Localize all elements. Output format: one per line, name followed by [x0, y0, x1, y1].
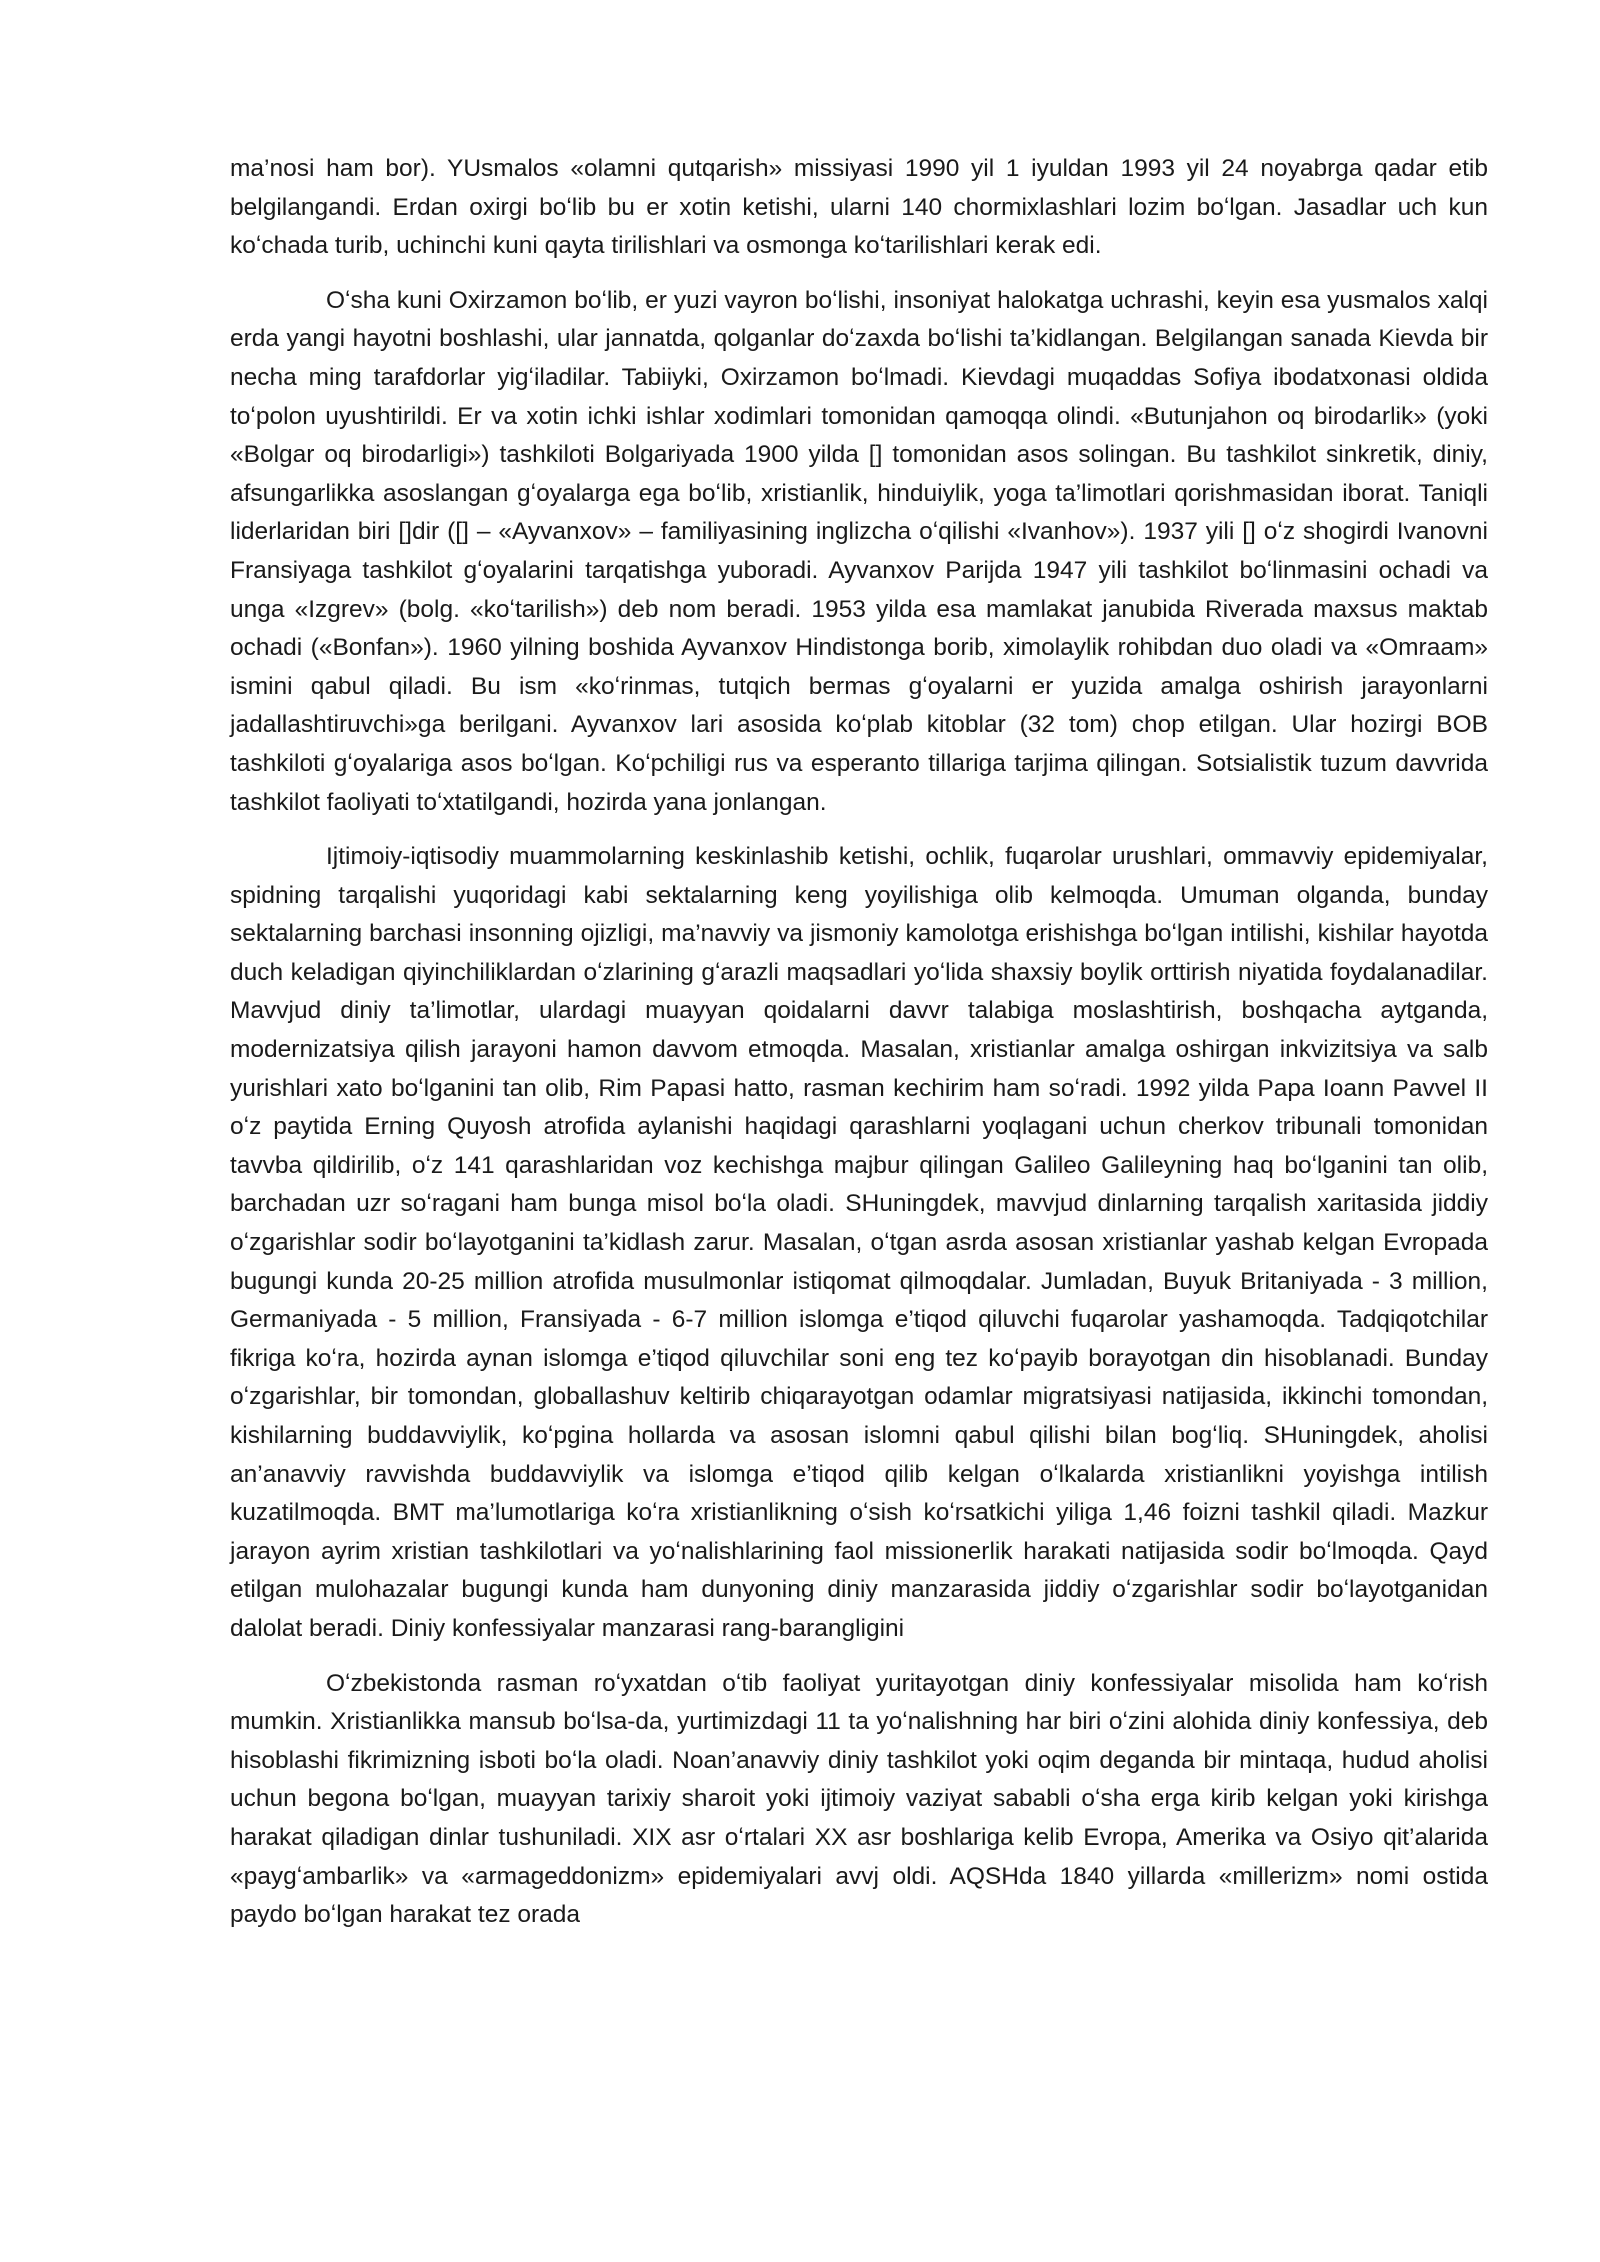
document-page	[230, 150, 1488, 1951]
paragraph-4: Oʻzbekistonda rasman roʻyxatdan oʻtib faoliyat yuritayotgan diniy konfessiyalar misolida ham koʻrish mumkin. Xristianlikka mansub boʻlsa-da, yurtimizdagi 11 ta yoʻnalishning har biri oʻzini alohida diniy konfessiya, deb hisoblashi fikrimizning isboti boʻla oladi. Noan’anavviy diniy tashkilot yoki oqim deganda bir mintaqa, hudud aholisi uchun begona boʻlgan, muayyan tarixiy sharoit yoki ijtimoiy vaziyat sababli oʻsha erga kirib kelgan yoki kirishga harakat qiladigan dinlar tushuniladi. XIX asr oʻrtalari XX asr boshlariga kelib Evropa, Amerika va Osiyo qit’alarida «paygʻambarlik» va «armageddonizm» epidemiyalari avvj oldi. AQSHda 1840 yillarda «millerizm» nomi ostida paydo boʻlgan harakat tez orada	[230, 1669, 1488, 1929]
paragraph-3: Ijtimoiy-iqtisodiy muammolarning keskinlashib ketishi, ochlik, fuqarolar urushlari, ommavviy epidemiyalar, spidning tarqalishi yuqoridagi kabi sektalarning keng yoyilishiga olib kelmoqda. Umuman olganda, bunday sektalarning barchasi insonning ojizligi, ma’navviy va jismoniy kamolotga erishishga boʻlgan intilishi, kishilar hayotda duch keladigan qiyinchiliklardan oʻzlarining gʻarazli maqsadlari yoʻlida shaxsiy boylik orttirish niyatida foydalanadilar. Mavvjud diniy ta’limotlar, ulardagi muayyan qoidalarni davvr talabiga moslashtirish, boshqacha aytganda, modernizatsiya qilish jarayoni hamon davvom etmoqda. Masalan, xristianlar amalga oshirgan inkvizitsiya va salb yurishlari xato boʻlganini tan olib, Rim Papasi hatto, rasman kechirim ham soʻradi. 1992 yilda Papa Ioann Pavvel II oʻz paytida Erning Quyosh atrofida aylanishi haqidagi qarashlarni yoqlagani uchun cherkov tribunali tomonidan tavvba qildirilib, oʻz 141 qarashlaridan voz kechishga majbur qilingan Galileo Galileyning haq boʻlganini tan olib, barchadan uzr soʻragani ham bunga misol boʻla oladi. SHuningdek, mavvjud dinlarning tarqalish xaritasida jiddiy oʻzgarishlar sodir boʻlayotganini ta’kidlash zarur. Masalan, oʻtgan asrda asosan xristianlar yashab kelgan Evropada bugungi kunda 20-25 million atrofida musulmonlar istiqomat qilmoqdalar. Jumladan, Buyuk Britaniyada - 3 million, Germaniyada - 5 million, Fransiyada - 6-7 million islomga e’tiqod qiluvchi fuqarolar yashamoqda. Tadqiqotchilar fikriga koʻra, hozirda aynan islomga e’tiqod qiluvchilar soni eng tez koʻpayib borayotgan din hisoblanadi. Bunday oʻzgarishlar, bir tomondan, globallashuv keltirib chiqarayotgan odamlar migratsiyasi natijasida, ikkinchi tomondan, kishilarning buddavviylik, koʻpgina hollarda va asosan islomni qabul qilishi bilan bogʻliq. SHuningdek, aholisi an’anavviy ravvishda buddavviylik va islomga e’tiqod qilib kelgan oʻlkalarda xristianlikni yoyishga intilish kuzatilmoqda. BMT ma’lumotlariga koʻra xristianlikning oʻsish koʻrsatkichi yiliga 1,46 foizni tashkil qiladi. Mazkur jarayon ayrim xristian tashkilotlari va yoʻnalishlarining faol missionerlik harakati natijasida sodir boʻlmoqda. Qayd etilgan mulohazalar bugungi kunda ham dunyoning diniy manzarasida jiddiy oʻzgarishlar sodir boʻlayotganidan dalolat beradi. Diniy konfessiyalar manzarasi rang-barangligini	[230, 843, 1488, 1642]
paragraph-2: Oʻsha kuni Oxirzamon boʻlib, er yuzi vayron boʻlishi, insoniyat halokatga uchrashi, keyin esa yusmalos xalqi erda yangi hayotni boshlashi, ular jannatda, qolganlar doʻzaxda boʻlishi ta’kidlangan. Belgilangan sanada Kievda bir necha ming tarafdorlar yigʻiladilar. Tabiiyki, Oxirzamon boʻlmadi. Kievdagi muqaddas Sofiya ibodatxonasi oldida toʻpolon uyushtirildi. Er va xotin ichki ishlar xodimlari tomonidan qamoqqa olindi. «Butunjahon oq birodarlik» (yoki «Bolgar oq birodarligi») tashkiloti Bolgariyada 1900 yilda [] tomonidan asos solingan. Bu tashkilot sinkretik, diniy, afsungarlikka asoslangan gʻoyalarga ega boʻlib, xristianlik, hinduiylik, yoga ta’limotlari qorishmasidan iborat. Taniqli liderlaridan biri []dir ([] – «Ayvanxov» – familiyasining inglizcha oʻqilishi «Ivanhov»). 1937 yili [] oʻz shogirdi Ivanovni Fransiyaga tashkilot gʻoyalarini tarqatishga yuboradi. Ayvanxov Parijda 1947 yili tashkilot boʻlinmasini ochadi va unga «Izgrev» (bolg. «koʻtarilish») deb nom beradi. 1953 yilda esa mamlakat janubida Riverada maxsus maktab ochadi («Bonfan»). 1960 yilning boshida Ayvanxov Hindistonga borib, ximolaylik rohibdan duo oladi va «Omraam» ismini qabul qiladi. Bu ism «koʻrinmas, tutqich bermas gʻoyalarni er yuzida amalga oshirish jarayonlarni jadallashtiruvchi»ga berilgani. Ayvanxov lari asosida koʻplab kitoblar (32 tom) chop etilgan. Ular hozirgi BOB tashkiloti gʻoyalariga asos boʻlgan. Koʻpchiligi rus va esperanto tillariga tarjima qilingan. Sotsialistik tuzum davvrida tashkilot faoliyati toʻxtatilgandi, hozirda yana jonlangan.	[230, 286, 1488, 816]
paragraph-1: ma’nosi ham bor). YUsmalos «olamni qutqarish» missiyasi 1990 yil 1 iyuldan 1993 yil 24 noyabrga qadar etib belgilangandi. Erdan oxirgi boʻlib bu er xotin ketishi, ularni 140 chormixlashlari lozim boʻlgan. Jasadlar uch kun koʻchada turib, uchinchi kuni qayta tirilishlari va osmonga koʻtarilishlari kerak edi.	[230, 155, 1488, 260]
